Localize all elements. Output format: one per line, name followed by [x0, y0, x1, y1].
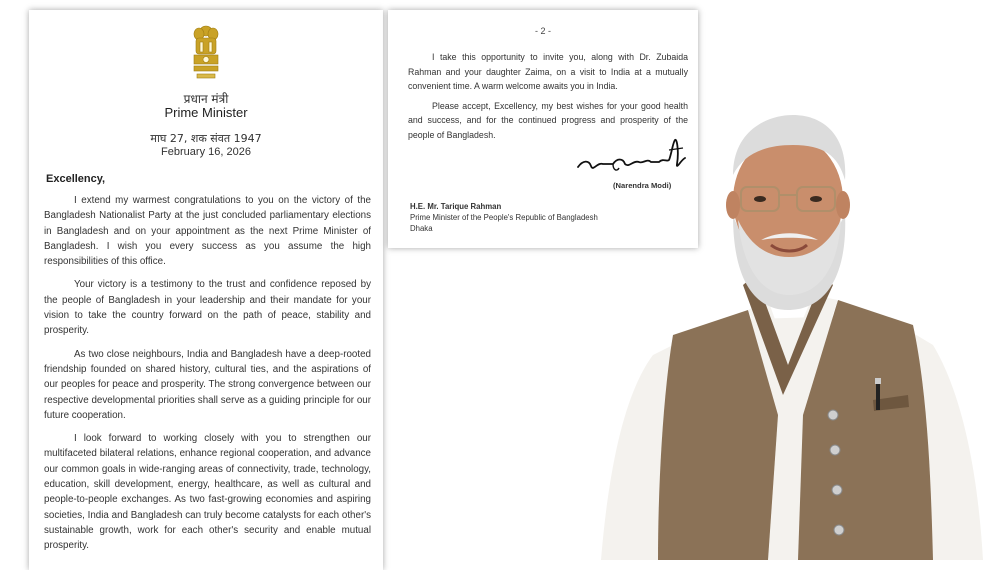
recipient-title: Prime Minister of the People's Republic of Bangladesh [410, 213, 598, 222]
date-hindi: माघ 27, शक संवत 1947 [150, 132, 262, 145]
national-emblem-icon [191, 24, 221, 82]
salutation: Excellency, [46, 173, 106, 185]
paragraph: I take this opportunity to invite you, along with Dr. Zubaida Rahman and your daughter Zaima, on a visit to India at a mutually convenient time. A warm welcome awaits you in India. [408, 52, 688, 91]
letter-body [44, 193, 371, 562]
office-title: Prime Minister [164, 105, 248, 120]
paragraph: I look forward to working closely with you to strengthen our multifaceted bilateral relations, enhance regional cooperation, and advance our common goals in wide-ranging areas of connectivity, trade, technology, education, skill development, energy, healthcare, as well as cultural and people-to-people exchanges. As two fast-growing economies and aspiring societies, India and Bangladesh can truly become catalysts for each other's sustainable growth, work for each other's security and enable mutual prosperity. [44, 433, 371, 552]
paragraph: I extend my warmest congratulations to you on the victory of the Bangladesh Nationalist Party at the just concluded parliamentary elections in Bangladesh and on your appointment as the next Prime Minister of Bangladesh. I wish you every success as you assume the high responsibilities of this office. [44, 195, 371, 268]
recipient-name: H.E. Mr. Tarique Rahman [410, 202, 502, 211]
portrait-photo [583, 95, 995, 560]
paragraph: Please accept, Excellency, my best wishes for your good health and success, and for the continued progress and prosperity of the people of Bangladesh. [408, 100, 688, 140]
paragraph: Your victory is a testimony to the trust and confidence reposed by the people of Bangladesh in your leadership and their mandate for your vision to take the country forward on the path of peace, stability and prosperity. [44, 279, 371, 337]
recipient-block [410, 201, 598, 234]
page-number: - 2 - [534, 26, 551, 36]
recipient-city: Dhaka [410, 224, 433, 233]
paragraph: As two close neighbours, India and Bangladesh have a deep-rooted friendship founded on shared history, cultural ties, and the aspirations of our peoples for peace and prosperity. The strong convergence between our respective developmental priorities shall serve as a guiding principle for our future cooperation. [44, 348, 371, 421]
letter-page-1 [29, 10, 383, 570]
office-title-hindi: प्रधान मंत्री [183, 92, 229, 106]
signatory-name: (Narendra Modi) [613, 181, 672, 190]
letter-date: February 16, 2026 [161, 146, 251, 158]
